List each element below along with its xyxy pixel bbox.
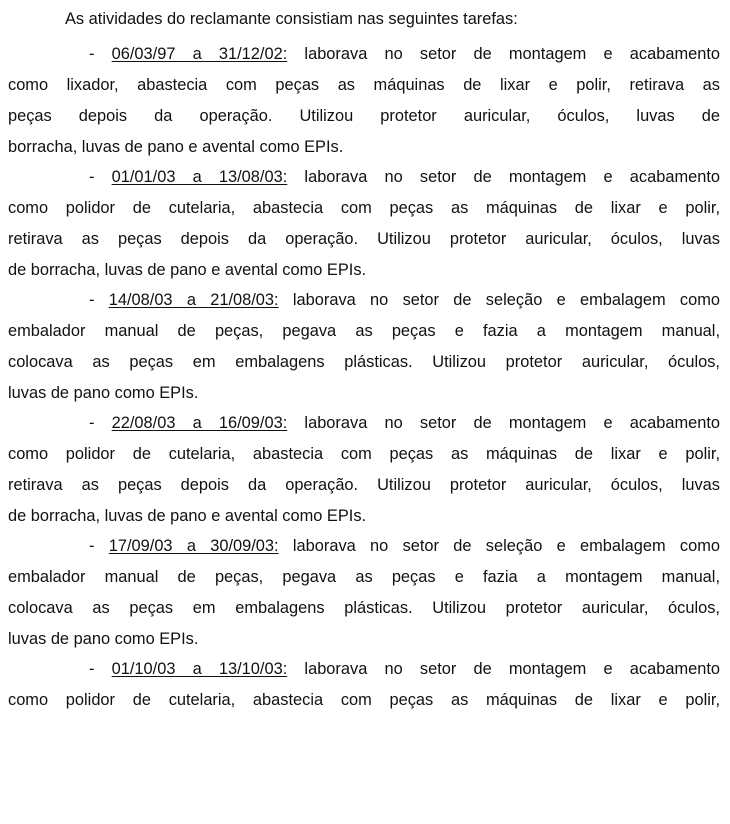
entry-dash: - — [89, 291, 109, 309]
entry-first-line — [8, 531, 720, 562]
entry-text: laborava no setor de montagem e acabamento — [287, 414, 720, 432]
entry-first-line — [8, 408, 720, 439]
entry-line: peças depois da operação. Utilizou protetor auricular, óculos, luvas de — [8, 107, 720, 125]
activity-entry — [8, 39, 720, 163]
activity-entry — [8, 285, 720, 409]
entry-text: laborava no setor de montagem e acabamento — [287, 45, 720, 63]
activity-entry — [8, 531, 720, 655]
entry-first-line — [8, 285, 720, 316]
entry-dash: - — [89, 414, 112, 432]
entry-first-line — [8, 162, 720, 193]
entry-line: colocava as peças em embalagens plásticas. Utilizou protetor auricular, óculos, — [8, 353, 720, 371]
intro-paragraph: As atividades do reclamante consistiam nas seguintes tarefas: — [65, 10, 518, 28]
entry-period: 01/01/03 a 13/08/03: — [111, 168, 288, 186]
entry-dash: - — [89, 660, 112, 678]
entry-line: como polidor de cutelaria, abastecia com peças as máquinas de lixar e polir, — [8, 691, 720, 709]
entry-period: 06/03/97 a 31/12/02: — [111, 45, 288, 63]
entry-line: luvas de pano como EPIs. — [8, 384, 199, 402]
entry-text: laborava no setor de seleção e embalagem como — [278, 291, 720, 309]
entry-text: laborava no setor de montagem e acabamento — [287, 660, 720, 678]
entry-dash: - — [89, 45, 112, 63]
activity-entry — [8, 408, 720, 532]
entry-line: embalador manual de peças, pegava as peças e fazia a montagem manual, — [8, 322, 720, 340]
activity-entry — [8, 654, 720, 716]
entry-first-line — [8, 39, 720, 70]
entry-line: luvas de pano como EPIs. — [8, 630, 199, 648]
entry-line: retirava as peças depois da operação. Utilizou protetor auricular, óculos, luvas — [8, 476, 720, 494]
entry-line: de borracha, luvas de pano e avental como EPIs. — [8, 261, 367, 279]
entry-line: colocava as peças em embalagens plásticas. Utilizou protetor auricular, óculos, — [8, 599, 720, 617]
entry-line: de borracha, luvas de pano e avental como EPIs. — [8, 507, 367, 525]
entry-line: borracha, luvas de pano e avental como EPIs. — [8, 138, 344, 156]
entry-period: 17/09/03 a 30/09/03: — [108, 537, 279, 555]
entry-line: como lixador, abastecia com peças as máquinas de lixar e polir, retirava as — [8, 76, 720, 94]
entry-dash: - — [89, 168, 112, 186]
entry-period: 14/08/03 a 21/08/03: — [108, 291, 279, 309]
entry-text: laborava no setor de montagem e acabamento — [287, 168, 720, 186]
activity-entry — [8, 162, 720, 286]
entry-period: 01/10/03 a 13/10/03: — [111, 660, 288, 678]
entry-first-line — [8, 654, 720, 685]
entry-period: 22/08/03 a 16/09/03: — [111, 414, 288, 432]
entry-dash: - — [89, 537, 109, 555]
entry-text: laborava no setor de seleção e embalagem como — [278, 537, 720, 555]
entry-line: embalador manual de peças, pegava as peças e fazia a montagem manual, — [8, 568, 720, 586]
entry-line: como polidor de cutelaria, abastecia com peças as máquinas de lixar e polir, — [8, 199, 720, 217]
entry-line: como polidor de cutelaria, abastecia com peças as máquinas de lixar e polir, — [8, 445, 720, 463]
entry-line: retirava as peças depois da operação. Utilizou protetor auricular, óculos, luvas — [8, 230, 720, 248]
